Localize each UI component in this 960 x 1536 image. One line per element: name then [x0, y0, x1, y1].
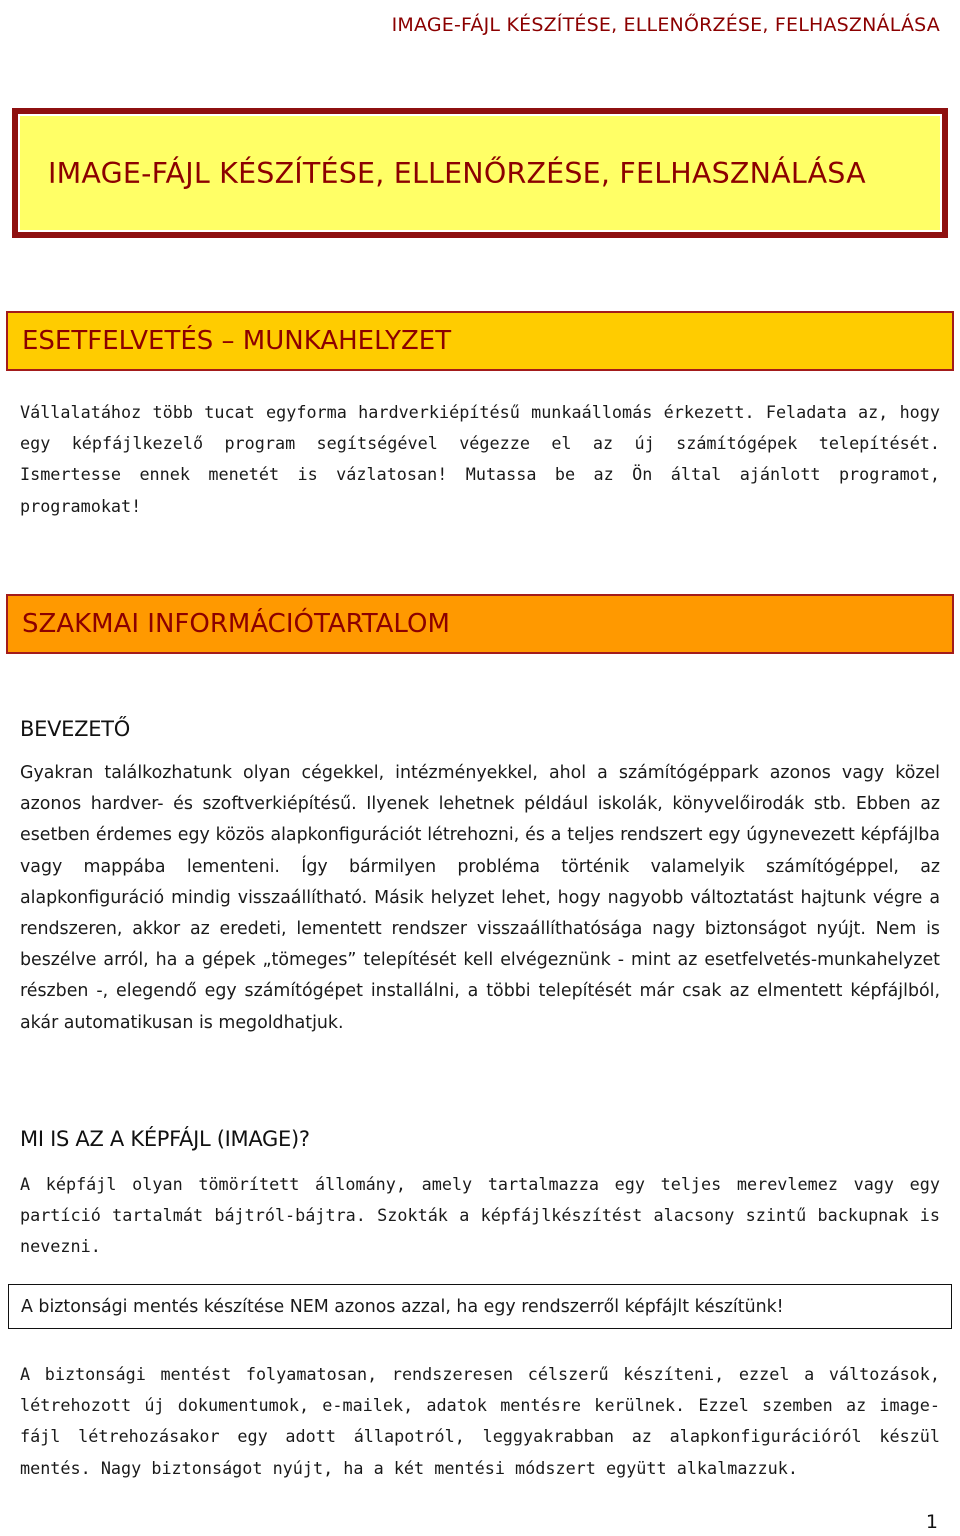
case-paragraph: Vállalatához több tucat egyforma hardverkiépítésű munkaállomás érkezett. Feladata az, hogy egy képfájlkezelő program segítségével végezze el az új számítógépek telepítését. Ismertesse ennek menetét is vázlatosan! Mutassa be az Ön által ajánlott programot, programokat!	[20, 402, 940, 516]
intro-paragraph: Gyakran találkozhatunk olyan cégekkel, intézményekkel, ahol a számítógéppark azonos vagy közel azonos hardver- és szoftverkiépítésű. Ilyenek lehetnek például iskolák, könyvelőirodák stb. Ebben az esetben érdemes egy közös alapkonfigurációt létrehozni, és a teljes rendszert egy úgynevezett képfájlba vagy mappába lementeni. Így bármilyen probléma történik valamelyik számítógéppel, az alapkonfiguráció mindig visszaállítható. Másik helyzet lehet, hogy nagyobb változtatást hajtunk végre a rendszeren, akkor az eredeti, lementett rendszer visszaállíthatósága nagy biztonságot nyújt. Nem is beszélve arról, ha a gépek „tömeges” telepítését kell elvégeznünk - mint az esetfelvetés-munkahelyzet részben -, elegendő egy számítógépet installálni, a többi telepítését már csak az elmentett képfájlból, akár automatikusan is megoldhatjuk.	[20, 763, 940, 1033]
title-box-inner	[18, 114, 942, 232]
backup-paragraph: A biztonsági mentést folyamatosan, rendszeresen célszerű készíteni, ezzel a változások, létrehozott új dokumentumok, e-mailek, adatok mentésre kerülnek. Ezzel szemben az image-fájl létrehozásakor egy adott állapotról, leggyakrabban az alapkonfigurációról készül mentés. Nagy biztonságot nyújt, ha a két mentési módszert együtt alkalmazzuk.	[20, 1364, 940, 1478]
section-heading-case: ESETFELVETÉS – MUNKAHELYZET	[22, 326, 452, 356]
title-box	[12, 108, 948, 238]
image-heading: MI IS AZ A KÉPFÁJL (IMAGE)?	[20, 1127, 310, 1151]
image-paragraph: A képfájl olyan tömörített állomány, amely tartalmazza egy teljes merevlemez vagy egy partíció tartalmát bájtról-bájtra. Szokták a képfájlkészítést alacsony szintű backupnak is nevezni.	[20, 1174, 940, 1257]
section-bar-case	[6, 311, 954, 371]
section-heading-info: SZAKMAI INFORMÁCIÓTARTALOM	[22, 609, 450, 639]
section-bar-info	[6, 594, 954, 654]
running-header: IMAGE-FÁJL KÉSZÍTÉSE, ELLENŐRZÉSE, FELHASZNÁLÁSA	[391, 14, 940, 36]
page-number: 1	[925, 1511, 938, 1533]
intro-heading: BEVEZETŐ	[20, 717, 130, 741]
note-box	[8, 1284, 952, 1329]
note-text: A biztonsági mentés készítése NEM azonos azzal, ha egy rendszerről képfájlt készítünk!	[21, 1296, 784, 1317]
document-title: IMAGE-FÁJL KÉSZÍTÉSE, ELLENŐRZÉSE, FELHASZNÁLÁSA	[48, 156, 866, 190]
